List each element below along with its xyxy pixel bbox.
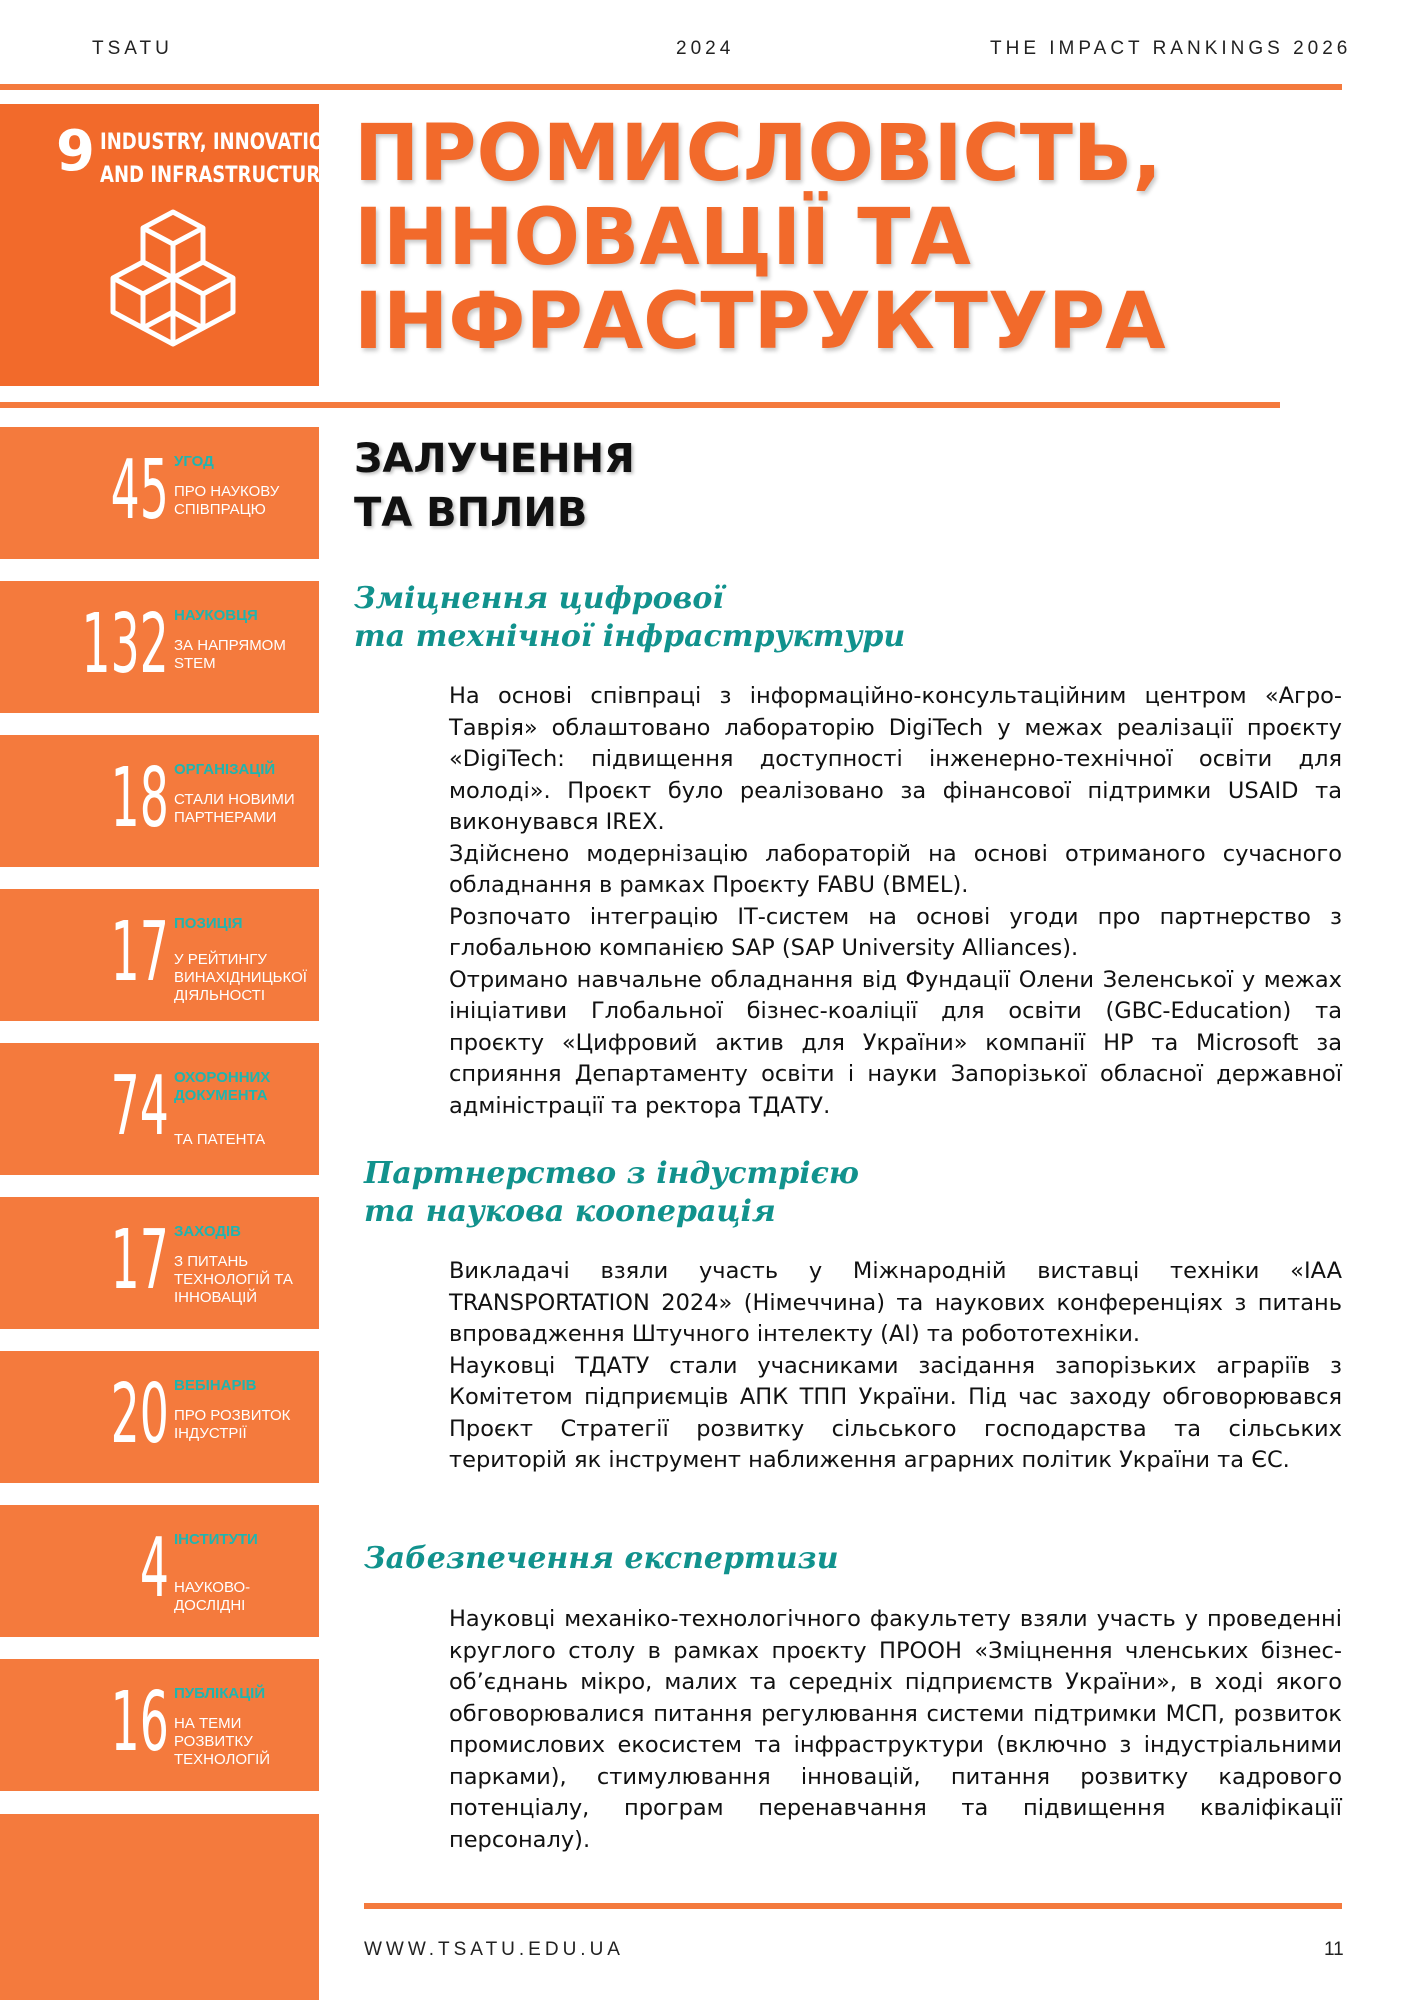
stat-description: НА ТЕМИ РОЗВИТКУ ТЕХНОЛОГІЙ (174, 1715, 271, 1768)
page-title-line3: ІНФРАСТРУКТУРА (354, 277, 1166, 367)
section-heading-line1: Зміцнення цифрової (354, 581, 724, 616)
stat-number: 45 (110, 443, 169, 538)
sidebar-filler (0, 1814, 319, 2000)
section-heading-line1: Забезпечення експертизи (364, 1541, 839, 1576)
section-body (449, 681, 1342, 1122)
page-title-line2: ІННОВАЦІЇ ТА (354, 193, 971, 283)
sdg-title-line1: INDUSTRY, INNOVATION (100, 130, 340, 155)
section-heading-line2: та технічної інфраструктури (354, 619, 906, 654)
section-heading (364, 1540, 839, 1578)
stat-label: ПОЗИЦІЯ (174, 915, 243, 932)
stat-description: ПРО РОЗВИТОК ІНДУСТРІЇ (174, 1407, 291, 1442)
stat-description: З ПИТАНЬ ТЕХНОЛОГІЙ ТА ІННОВАЦІЙ (174, 1253, 293, 1306)
page-number: 11 (1324, 1939, 1344, 1960)
sdg-title (100, 126, 339, 192)
stat-description: СТАЛИ НОВИМИ ПАРТНЕРАМИ (174, 791, 295, 826)
header-right: THE IMPACT RANKINGS 2026 (990, 38, 1352, 59)
stat-label: ОРГАНІЗАЦІЙ (174, 761, 276, 778)
stat-description: ЗА НАПРЯМОМ STEM (174, 637, 286, 672)
header-year: 2024 (676, 38, 735, 59)
stat-number: 4 (139, 1521, 169, 1616)
stat-number: 20 (110, 1367, 169, 1462)
paragraph: На основі співпраці з інформаційно-консультаційним центром «Агро-Таврія» облаштовано лабораторію DigiTech у межах реалізації проєкту «DigiTech: підвищення доступності інженерно-технічної освіти для молоді». Проєкт було реалізовано за фінансової підтримки USAID та виконувався IREX. (449, 683, 1342, 835)
stat-card (0, 1197, 319, 1329)
sdg-number: 9 (56, 119, 95, 184)
section-body (449, 1604, 1342, 1856)
paragraph: Розпочато інтеграцію ІТ-систем на основі угоди про партнерство з глобальною компанією SAP (SAP University Alliances). (449, 903, 1342, 961)
section-heading-line2: та наукова кооперація (364, 1194, 776, 1229)
stat-label: ОХОРОННИХ ДОКУМЕНТА (174, 1069, 271, 1104)
stat-card (0, 581, 319, 713)
paragraph: Отримано навчальне обладнання від Фундації Олени Зеленської у межах ініціативи Глобальної бізнес-коаліції для освіти (GBC-Education) та проєкту «Цифровий актив для України» компанії HP та Microsoft за сприяння Департаменту освіти і науки Запорізької обласної державної адміністрації та ректора ТДАТУ. (449, 966, 1342, 1119)
stat-card (0, 1043, 319, 1175)
stat-card (0, 735, 319, 867)
section-subtitle (354, 432, 635, 540)
stat-number: 18 (110, 751, 169, 846)
stat-card (0, 889, 319, 1021)
section-heading-line1: Партнерство з індустрією (364, 1156, 859, 1191)
stat-number: 132 (81, 597, 169, 692)
stat-label: ІНСТИТУТИ (174, 1531, 258, 1548)
stat-number: 17 (110, 1213, 169, 1308)
stat-label: УГОД (174, 453, 214, 470)
stat-description: У РЕЙТИНГУ ВИНАХІДНИЦЬКОЇ ДІЯЛЬНОСТІ (174, 951, 307, 1004)
paragraph: Здійснено модернізацію лабораторій на основі отриманого сучасного обладнання в рамках Проєкту FABU (BMEL). (449, 840, 1342, 898)
paragraph: Науковці ТДАТУ стали учасниками засідання запорізьких аграріїв з Комітетом підприємців АПК ТПП України. Під час заходу обговорювався Проєкт Стратегії розвитку сільського господарства та сільських територій як інструмент наближення аграрних політик України та ЄС. (449, 1352, 1342, 1473)
paragraph: Викладачі взяли участь у Міжнародній виставці техніки «IAA TRANSPORTATION 2024» (Німеччина) та наукових конференціях з питань впровадження Штучного інтелекту (AI) та робототехніки. (449, 1258, 1342, 1347)
sdg-title-line2: AND INFRASTRUCTURE (100, 163, 333, 188)
title-rule (0, 402, 1280, 408)
subtitle-line2: ТА ВПЛИВ (354, 490, 588, 536)
stat-number: 16 (110, 1675, 169, 1770)
stat-number: 17 (110, 905, 169, 1000)
stat-number: 74 (110, 1059, 169, 1154)
stat-card (0, 1659, 319, 1791)
page-title-line1: ПРОМИСЛОВІСТЬ, (354, 109, 1162, 199)
stat-label: НАУКОВЦЯ (174, 607, 258, 624)
stat-card (0, 1351, 319, 1483)
footer-rule (364, 1903, 1342, 1909)
page-title (354, 109, 1166, 367)
paragraph: Науковці механіко-технологічного факультету взяли участь у проведенні круглого столу в рамках проєкту ПРООН «Зміцнення членських бізнес-об’єднань мікро, малих та середніх підприємств України», в ході якого обговорювалися питання регулювання системи підтримки МСП, розвиток промислових екосистем та інфраструктури (включно з індустріальними парками), стимулювання інновацій, питання розвитку кадрового потенціалу, програм перенавчання та підвищення кваліфікації персоналу). (449, 1606, 1342, 1853)
stat-description: ТА ПАТЕНТА (174, 1131, 266, 1148)
section-body (449, 1256, 1342, 1477)
header-left: TSATU (92, 38, 173, 59)
subtitle-line1: ЗАЛУЧЕННЯ (354, 436, 635, 482)
stat-card (0, 427, 319, 559)
footer-url[interactable]: WWW.TSATU.EDU.UA (364, 1939, 624, 1960)
page-header (0, 0, 1414, 70)
stat-description: НАУКОВО-ДОСЛІДНІ (174, 1579, 251, 1614)
stat-description: ПРО НАУКОВУ СПІВПРАЦЮ (174, 483, 280, 518)
stat-card (0, 1505, 319, 1637)
section-heading (354, 580, 905, 656)
stat-label: ВЕБІНАРІВ (174, 1377, 257, 1394)
header-rule (0, 84, 1342, 90)
section-heading (364, 1155, 859, 1231)
cubes-icon (100, 208, 246, 354)
stat-label: ПУБЛІКАЦІЙ (174, 1685, 266, 1702)
stat-label: ЗАХОДІВ (174, 1223, 242, 1240)
